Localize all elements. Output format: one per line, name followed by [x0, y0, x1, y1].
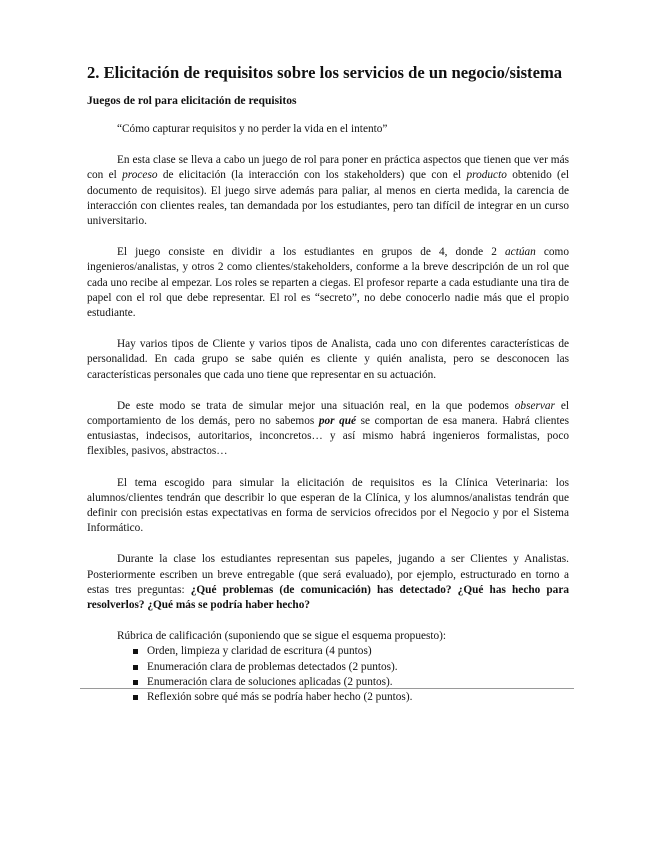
- p2-text-c: como ingenieros/analistas, y otros 2 como clientes/stakeholders, conforme a la breve descripción de un rol que cada uno recibe al empezar. Los roles se reparten a ciegas. El profesor reparte a cada estudiante una tira de papel con el rol que debe representar. El rol es “secreto”, no debe conocerlo nadie más que el propio estudiante.: [87, 246, 569, 320]
- p4-emphasis-por-que: por qué: [318, 415, 357, 428]
- paragraph-6: [87, 552, 569, 613]
- p1-text-e: obtenido (el documento de requisitos). El juego sirve además para paliar, al menos en cierta medida, la carencia de interacción con clientes reales, tan demandada por los estudiantes, pero tan difícil de integrar en un curso universitario.: [87, 169, 569, 228]
- p1-emphasis-proceso: proceso: [122, 169, 158, 182]
- p6-questions: ¿Qué problemas (de comunicación) has detectado? ¿Qué has hecho para resolverlos? ¿Qué más se podría haber hecho?: [87, 583, 569, 612]
- paragraph-4: [87, 399, 569, 460]
- subtitle: Juegos de rol para elicitación de requisitos: [87, 94, 297, 107]
- paragraph-3: Hay varios tipos de Cliente y varios tipos de Analista, cada uno con diferentes características de personalidad. En cada grupo se sabe quién es cliente y quién analista, pero se desconocen las características personales que cada uno tiene que representar en su actuación.: [87, 338, 569, 381]
- rubric-list: [87, 644, 569, 705]
- p4-emphasis-observar: observar: [514, 399, 555, 412]
- paragraph-2: [87, 245, 569, 321]
- page-divider: [80, 688, 574, 689]
- rubric-item: Reflexión sobre qué más se podría haber hecho (2 puntos).: [147, 690, 569, 705]
- section-title: 2. Elicitación de requisitos sobre los servicios de un negocio/sistema: [87, 63, 563, 82]
- paragraph-5: El tema escogido para simular la elicitación de requisitos es la Clínica Veterinaria: los alumnos/clientes tendrán que describir lo que esperan de la Clínica, y los alumnos/analistas tendrán que definir con precisión estas expectativas en forma de servicios ofrecidos por el Negocio y por el Sistema Informático.: [87, 476, 569, 535]
- p4-text-a: De este modo se trata de simular mejor una situación real, en la que podemos: [117, 399, 515, 412]
- rubric-item: Orden, limpieza y claridad de escritura (4 puntos): [147, 644, 569, 659]
- p6-text-a: Durante la clase los estudiantes representan sus papeles, jugando a ser Clientes y Analistas. Posteriormente escriben un breve entregable (que será evaluado), por ejemplo, estructurado en torno a estas tres preguntas:: [87, 553, 569, 596]
- document-content: [87, 62, 569, 705]
- rubric-item: Enumeración clara de soluciones aplicadas (2 puntos).: [147, 675, 569, 690]
- p2-text-a: El juego consiste en dividir a los estudiantes en grupos de 4, donde 2: [117, 246, 506, 259]
- rubric-intro: Rúbrica de calificación (suponiendo que se sigue el esquema propuesto):: [117, 630, 447, 643]
- p2-emphasis-actuan: actúan: [505, 246, 536, 259]
- quote: “Cómo capturar requisitos y no perder la vida en el intento”: [117, 123, 388, 135]
- rubric-item: Enumeración clara de problemas detectados (2 puntos).: [147, 660, 569, 675]
- paragraph-1: [87, 153, 569, 229]
- p1-emphasis-producto: producto: [466, 169, 507, 182]
- p4-text-c: el comportamiento de los demás, pero no sabemos: [87, 399, 569, 428]
- p4-text-e: se comportan de esa manera. Habrá clientes entusiastas, indecisos, autoritarios, inconcretos… y así mismo habrá ingenieros formalistas, poco flexibles, pasivos, abstractos…: [87, 415, 569, 458]
- p1-text-a: En esta clase se lleva a cabo un juego de rol para poner en práctica aspectos que tienen que ver más con el: [87, 154, 569, 182]
- p1-text-c: de elicitación (la interacción con los stakeholders) que con el: [157, 169, 467, 182]
